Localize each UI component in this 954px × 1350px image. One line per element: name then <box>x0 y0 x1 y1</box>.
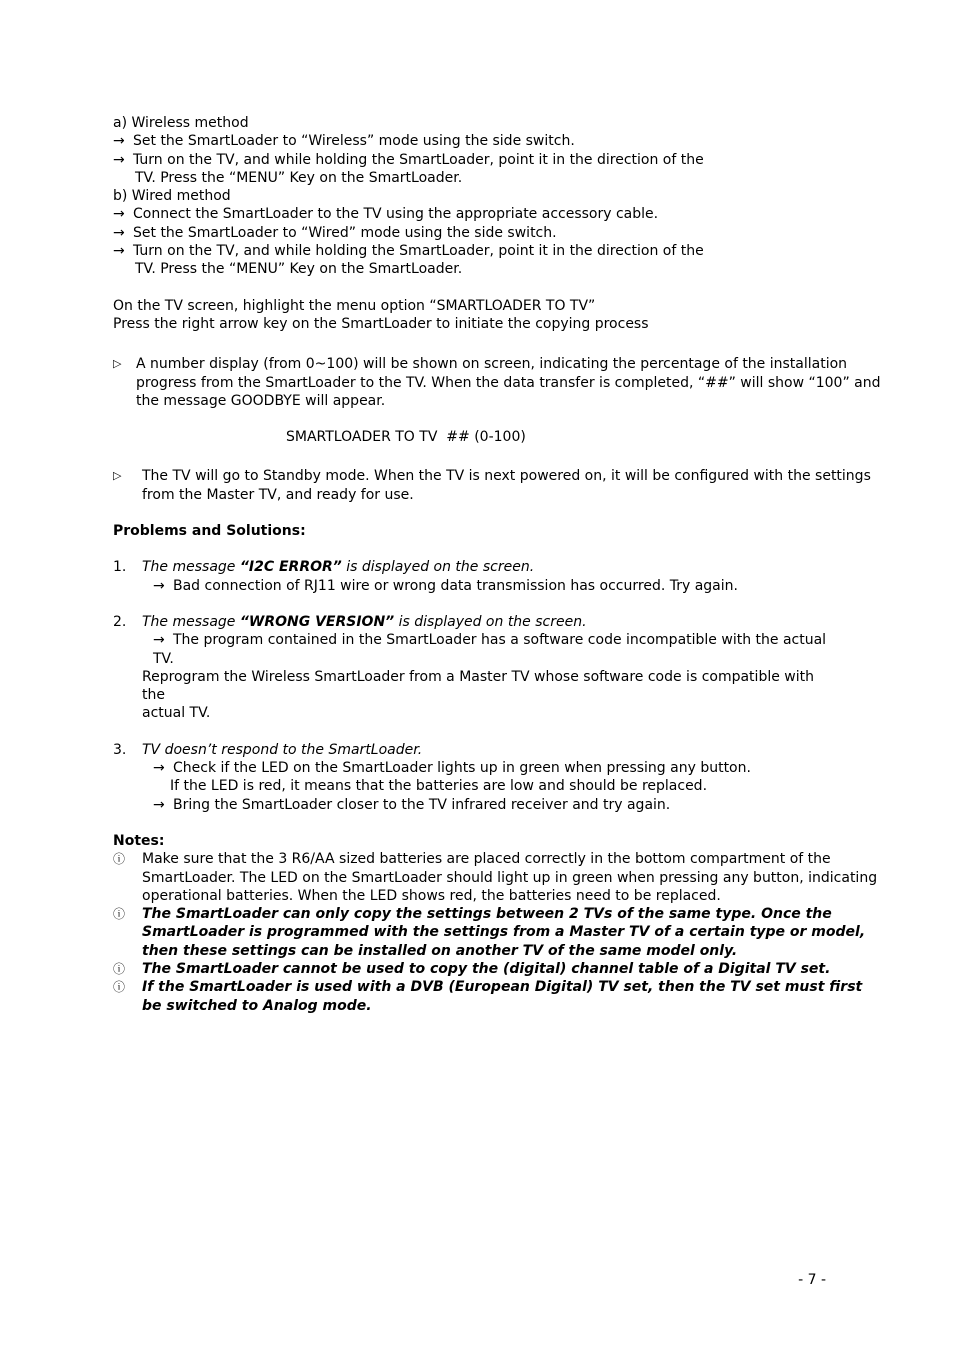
wireless-method-heading: a) Wireless method <box>113 115 249 131</box>
wireless-step-2: → Turn on the TV, and while holding the SmartLoader, point it in the direction of the <box>113 151 704 168</box>
wired-step-2: → Set the SmartLoader to “Wired” mode using the side switch. <box>113 224 557 241</box>
document-page: a) Wireless method → Set the SmartLoader to “Wireless” mode using the side switch. → Turn on the TV, and while holding the SmartLoader, point it in the direction of the TV. Press the “MENU” Key on the SmartLoader. b) Wired method → Connect the SmartLoader to the TV using the appropriate accessory cable. → Set the SmartLoader to “Wired” mode using the side switch. → Turn on the TV, and while holding the SmartLoader, point it in the direction of the TV. Press the “MENU” Key on the SmartLoader. On the TV screen, highlight the menu option “SMARTLOADER TO TV” Press the right arrow key on the SmartLoader to initiate the copying process ▷ A number display (from 0~100) will be shown on screen, indicating the percentage of the installation progress from the SmartLoader to the TV. When the data transfer is completed, “##” will show “100” and the message GOODBYE will appear. SMARTLOADER TO TV ## (0-100) ▷ The TV will go to Standby mode. When the TV is next powered on, it will be configured with the settings from the Master TV, and ready for use. Problems and Solutions: 1. The message “I2C ERROR” is displayed on the screen. → Bad connection of RJ11 wire or wrong data transmission has occurred. Try again. 2. The message “WRONG VERSION” is displayed on the screen. → The program contained in the SmartLoader has a software code incompatible with the actual TV. Reprogram the Wireless SmartLoader from a Master TV whose software code is compatible with the actual TV. 3. TV doesn’t respond to the SmartLoader. → Check if the LED on the SmartLoader lights up in green when pressing any button. If the LED is red, it means that the batteries are low and should be replaced. → Bring the SmartLoader closer to the TV infrared receiver and try again. Notes: ⓘ Make sure that the 3 R6/AA sized batteries are placed correctly in the bottom compartment of the SmartLoader. The LED on the SmartLoader should light up in green when pressing any button, indicating operational batteries. When the LED shows red, the batteries need to be replaced. ⓘ The SmartLoader can only copy the settings between 2 TVs of the same type. Once the SmartLoader is programmed with the settings from a Master TV of a certain type or model, then these settings can be installed on another TV of the same model only. ⓘ The SmartLoader cannot be used to copy the (digital) channel table of a Digital TV set. ⓘ If the SmartLoader is used with a DVB (European Digital) TV set, then the TV set must first be switched to Analog mode. <box>113 115 881 1014</box>
problem-3-solution-2: → Bring the SmartLoader closer to the TV infrared receiver and try again. <box>153 796 671 813</box>
wired-step-1: → Connect the SmartLoader to the TV using the appropriate accessory cable. <box>113 206 659 223</box>
page-number: - 7 - <box>798 1272 826 1288</box>
problem-3-solution: → Check if the LED on the SmartLoader lights up in green when pressing any button. <box>153 760 751 777</box>
note-item-3: ⓘ The SmartLoader cannot be used to copy the (digital) channel table of a Digital TV set. <box>113 960 831 977</box>
arrow-right-icon: → <box>153 632 165 649</box>
wired-step-3: → Turn on the TV, and while holding the SmartLoader, point it in the direction of the <box>113 243 704 260</box>
arrow-right-icon: → <box>153 796 165 813</box>
arrow-right-icon: → <box>113 151 125 168</box>
instruction-highlight: On the TV screen, highlight the menu option “SMARTLOADER TO TV” <box>113 297 596 314</box>
arrow-right-icon: → <box>113 224 125 241</box>
info-icon: ⓘ <box>113 961 126 976</box>
problem-item-1: 1. The message “I2C ERROR” is displayed on the screen. <box>113 559 535 576</box>
problem-3-note: If the LED is red, it means that the batteries are low and should be replaced. <box>170 778 708 795</box>
problem-item-3: 3. TV doesn’t respond to the SmartLoader. <box>113 741 423 758</box>
wired-step-3-continuation: TV. Press the “MENU” Key on the SmartLoader. <box>135 261 463 278</box>
wired-method-heading: b) Wired method <box>113 188 231 205</box>
wireless-step-1: → Set the SmartLoader to “Wireless” mode using the side switch. <box>113 133 575 150</box>
notes-heading: Notes: <box>113 832 165 849</box>
problems-heading: Problems and Solutions: <box>113 523 306 540</box>
info-icon: ⓘ <box>113 980 126 995</box>
problem-1-solution: → Bad connection of RJ11 wire or wrong data transmission has occurred. Try again. <box>153 577 738 594</box>
arrow-right-icon: → <box>113 133 125 150</box>
instruction-press: Press the right arrow key on the SmartLoader to initiate the copying process <box>113 315 649 332</box>
info-icon: ⓘ <box>113 852 126 867</box>
note-item-1: ⓘ Make sure that the 3 R6/AA sized batteries are placed correctly in the bottom compartment of the SmartLoader. The LED on the SmartLoader should light up in green when pressing any button, indicating operational batteries. When the LED shows red, the batteries need to be replaced. <box>113 851 878 904</box>
triangle-bullet-icon: ▷ <box>113 357 122 371</box>
arrow-right-icon: → <box>113 206 125 223</box>
problem-2-solution: → The program contained in the SmartLoader has a software code incompatible with the actual TV. <box>153 632 827 667</box>
note-item-2: ⓘ The SmartLoader can only copy the settings between 2 TVs of the same type. Once the SmartLoader is programmed with the settings from a Master TV of a certain type or model, then these settings can be installed on another TV of the same model only. <box>113 906 866 959</box>
problem-item-2: 2. The message “WRONG VERSION” is displayed on the screen. <box>113 613 587 630</box>
triangle-bullet-icon: ▷ <box>113 469 122 483</box>
note-item-4: ⓘ If the SmartLoader is used with a DVB (European Digital) TV set, then the TV set must first be switched to Analog mode. <box>113 979 863 1014</box>
screen-display-text: SMARTLOADER TO TV ## (0-100) <box>286 429 526 446</box>
info-icon: ⓘ <box>113 907 126 922</box>
arrow-right-icon: → <box>153 760 165 777</box>
arrow-right-icon: → <box>113 243 125 260</box>
wireless-step-2-continuation: TV. Press the “MENU” Key on the SmartLoader. <box>135 169 463 186</box>
arrow-right-icon: → <box>153 577 165 594</box>
bullet-standby: ▷ The TV will go to Standby mode. When the TV is next powered on, it will be configured with the settings from the Master TV, and ready for use. <box>113 468 871 503</box>
bullet-progress: ▷ A number display (from 0~100) will be shown on screen, indicating the percentage of the installation progress from the SmartLoader to the TV. When the data transfer is completed, “##” will show “100” and the message GOODBYE will appear. <box>113 356 881 409</box>
